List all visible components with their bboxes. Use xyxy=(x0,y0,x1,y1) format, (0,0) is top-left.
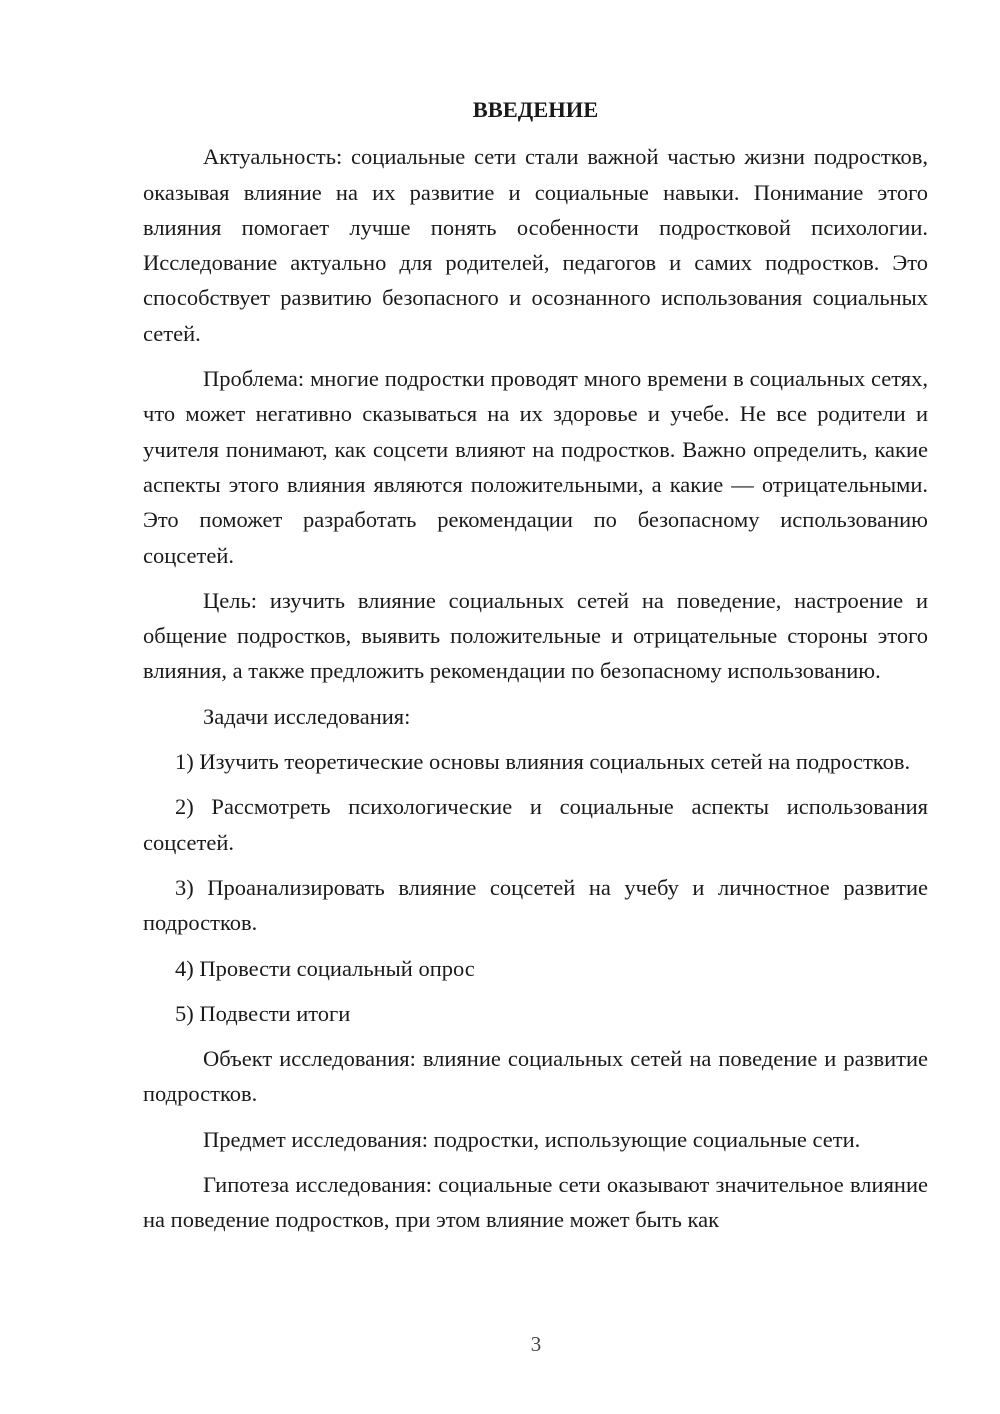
paragraph-subject: Предмет исследования: подростки, использующие социальные сети. xyxy=(203,1126,861,1152)
paragraph-goal: Цель: изучить влияние социальных сетей на поведение, настроение и общение подростков, выявить положительные и отрицательные стороны этого влияния, а также предложить рекомендации по безопасному использованию. xyxy=(143,587,928,684)
paragraph-relevance: Актуальность: социальные сети стали важной частью жизни подростков, оказывая влияние на их развитие и социальные навыки. Понимание этого влияния помогает лучше понять особенности подростковой психологии. Исследование актуально для родителей, педагогов и самих подростков. Это способствует развитию безопасного и осознанного использования социальных сетей. xyxy=(143,144,928,346)
page-content xyxy=(143,92,928,1248)
task-item: 4) Провести социальный опрос xyxy=(175,955,475,981)
paragraph-object: Объект исследования: влияние социальных сетей на поведение и развитие подростков. xyxy=(143,1046,928,1107)
section-title: ВВЕДЕНИЕ xyxy=(472,97,599,122)
paragraph-problem: Проблема: многие подростки проводят много времени в социальных сетях, что может негативно сказываться на их здоровье и учебе. Не все родители и учителя понимают, как соцсети влияют на подростков. Важно определить, какие аспекты этого влияния являются положительными, а какие — отрицательными. Это поможет разработать рекомендации по безопасному использованию соцсетей. xyxy=(143,366,928,568)
paragraph-tasks-heading: Задачи исследования: xyxy=(203,703,411,729)
paragraph-hypothesis: Гипотеза исследования: социальные сети оказывают значительное влияние на поведение подростков, при этом влияние может быть как xyxy=(143,1172,928,1233)
page-number: 3 xyxy=(530,1332,542,1356)
task-item: 5) Подвести итоги xyxy=(175,1000,351,1026)
task-item: 3) Проанализировать влияние соцсетей на учебу и личностное развитие подростков. xyxy=(143,874,928,936)
task-item: 2) Рассмотреть психологические и социальные аспекты использования соцсетей. xyxy=(143,794,928,855)
task-item: 1) Изучить теоретические основы влияния социальных сетей на подростков. xyxy=(175,749,911,775)
